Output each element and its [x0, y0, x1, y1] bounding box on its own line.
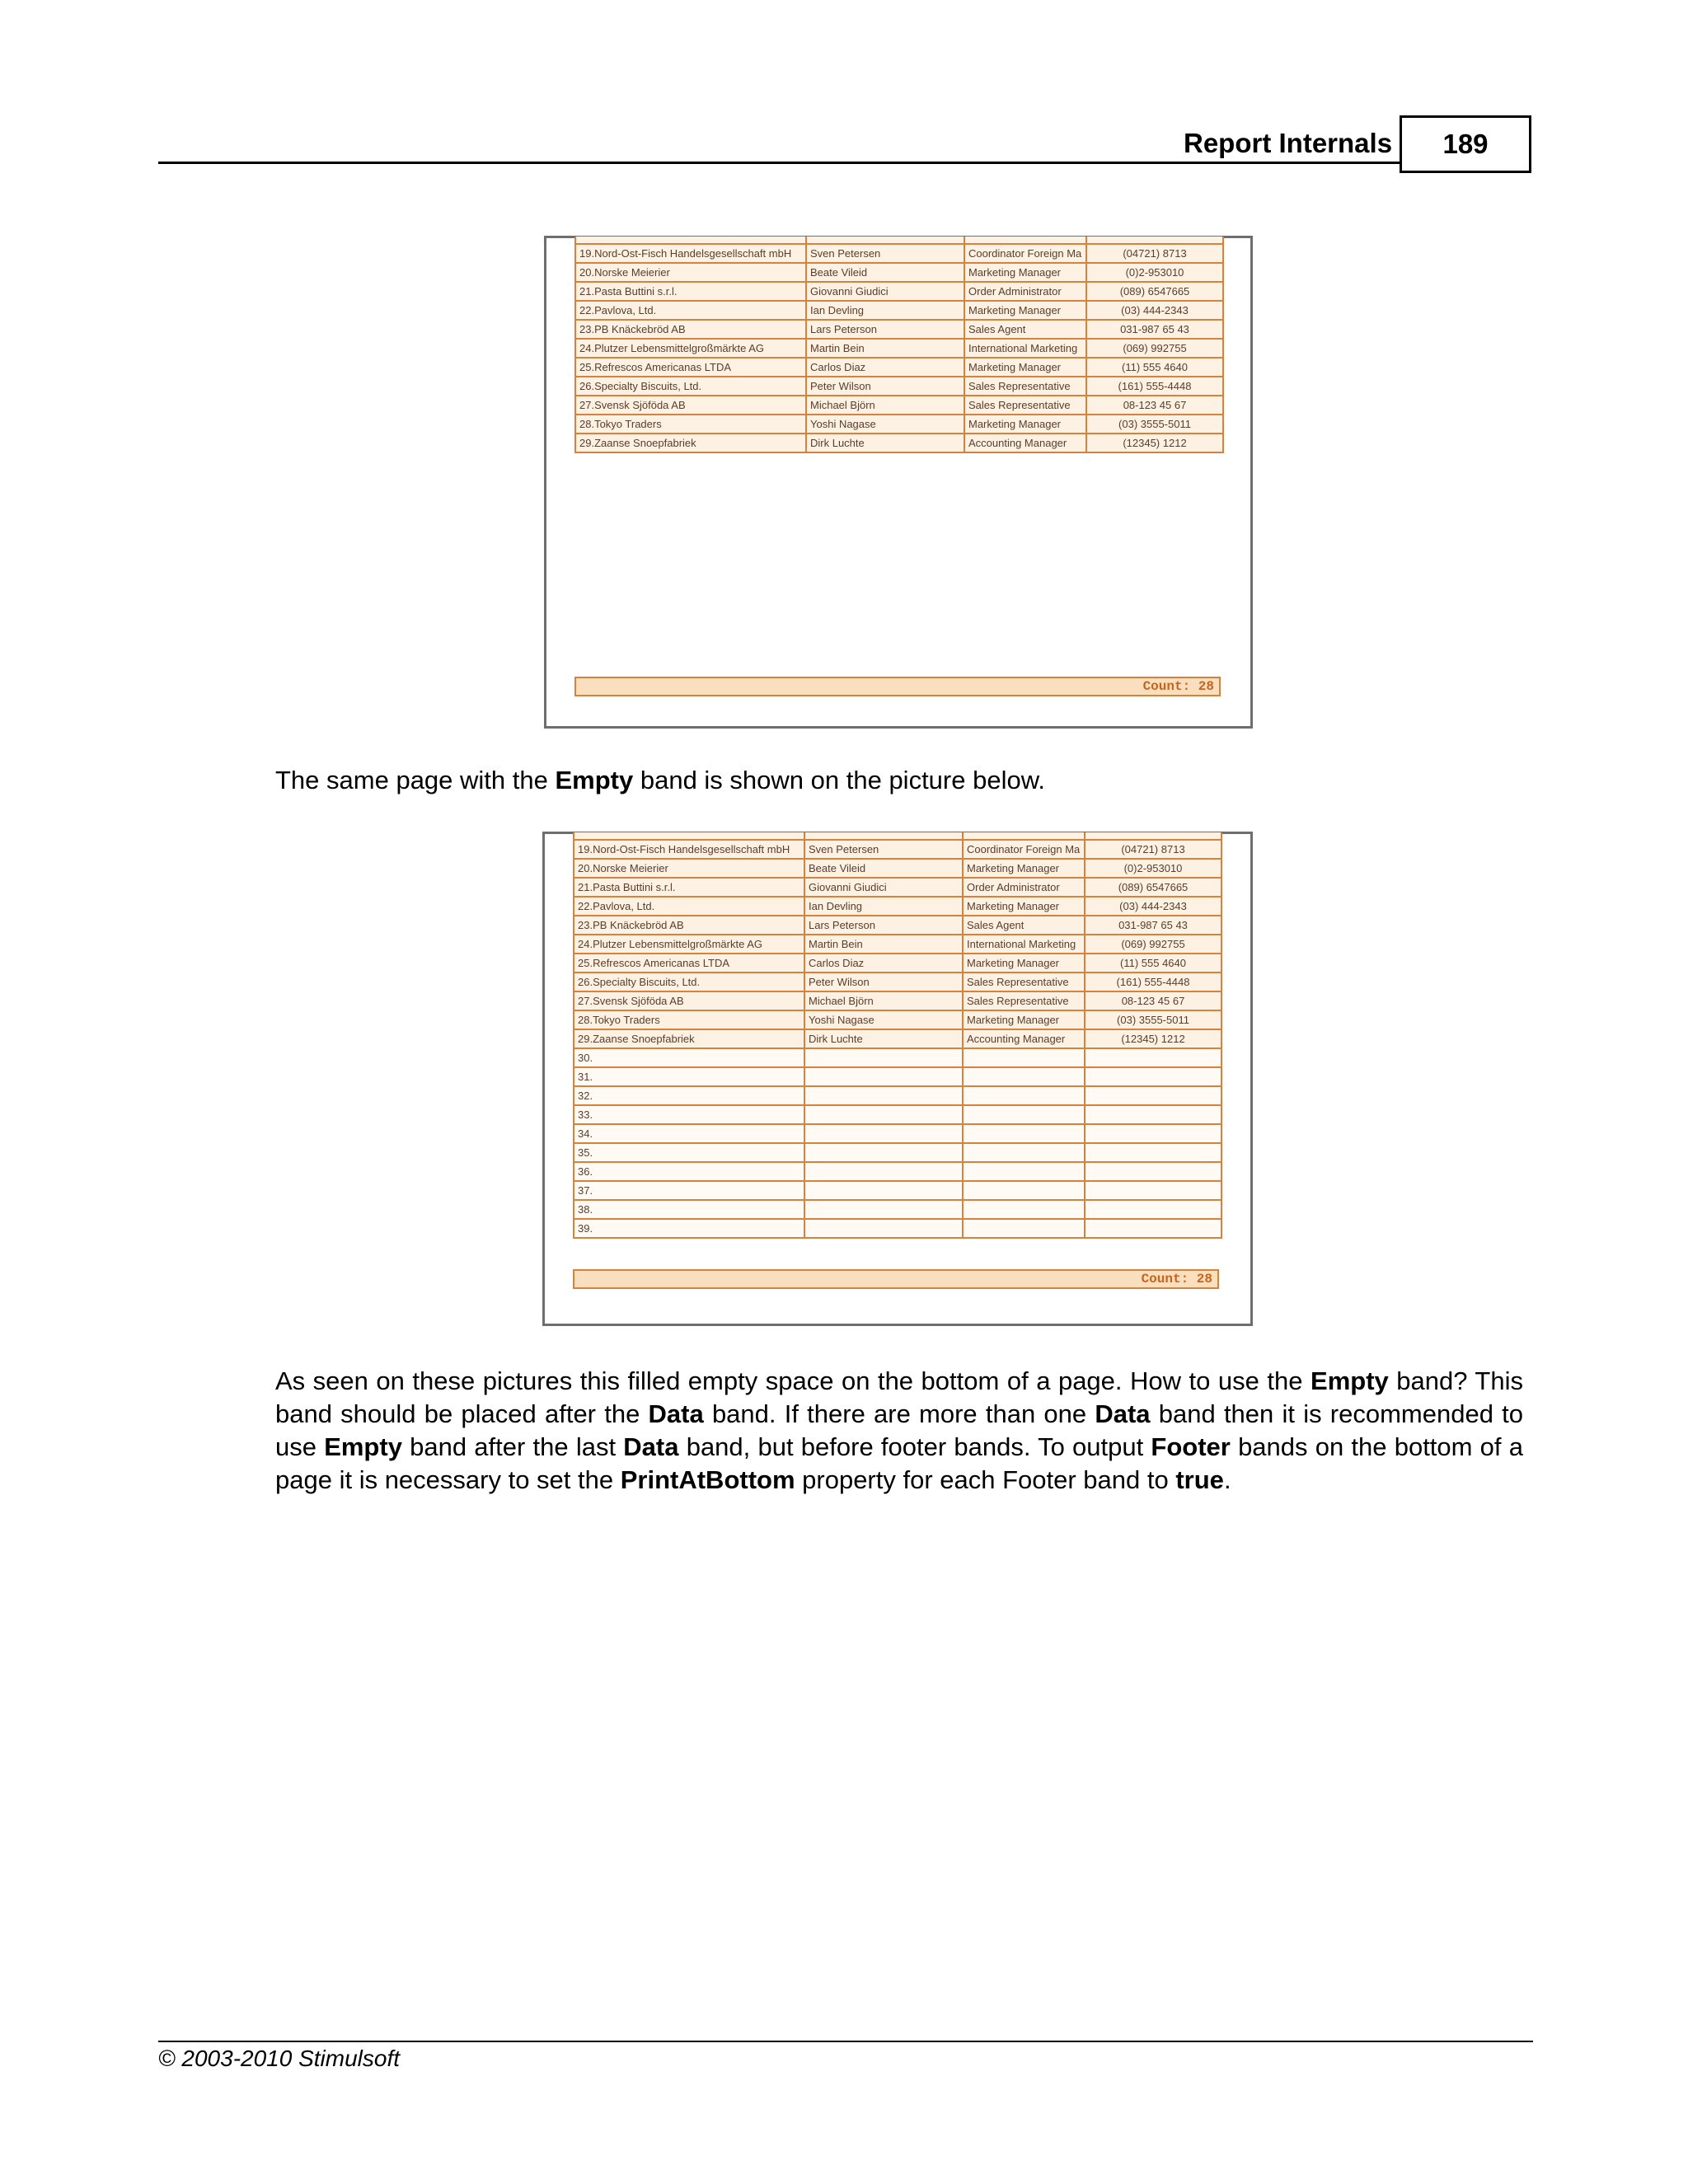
phone-cell: (161) 555-4448: [1086, 377, 1223, 396]
phone-cell: (03) 444-2343: [1085, 897, 1221, 916]
contact-cell: Beate Vileid: [804, 859, 963, 878]
table-row: [575, 396, 1223, 415]
table-row-stub: [574, 832, 1221, 840]
table-cell-stub: [575, 237, 806, 244]
bold-term: Empty: [1311, 1366, 1389, 1395]
table-row: [575, 339, 1223, 358]
bold-term: true: [1175, 1465, 1224, 1494]
table-cell-stub: [574, 832, 804, 840]
empty-cell: [804, 1048, 963, 1067]
paragraph-text: band then it is recommended to use: [275, 1399, 1524, 1461]
empty-cell: [963, 1124, 1085, 1143]
title-cell: Sales Agent: [963, 916, 1085, 935]
contact-cell: Sven Petersen: [804, 840, 963, 859]
table-row: [574, 1010, 1221, 1029]
phone-cell: 08-123 45 67: [1085, 991, 1221, 1010]
phone-cell: (089) 6547665: [1085, 878, 1221, 897]
bold-term: Empty: [324, 1432, 402, 1461]
empty-band-row: [574, 1067, 1221, 1086]
table-row: [575, 358, 1223, 377]
empty-row-number: 35.: [574, 1143, 804, 1162]
footer-rule: [158, 2041, 1533, 2042]
title-cell: International Marketing: [964, 339, 1086, 358]
table-row: [575, 434, 1223, 452]
table-row: [574, 840, 1221, 859]
count-footer-bar: [574, 677, 1221, 696]
title-cell: Order Administrator: [963, 878, 1085, 897]
title-cell: Marketing Manager: [963, 954, 1085, 972]
paragraph-text: band after the last: [401, 1432, 624, 1461]
empty-cell: [963, 1219, 1085, 1238]
report-screenshot-without-empty-band: [544, 236, 1253, 729]
empty-band-row: [574, 1105, 1221, 1124]
count-footer-bar: [573, 1269, 1219, 1289]
table-row: [574, 954, 1221, 972]
empty-cell: [804, 1086, 963, 1105]
phone-cell: (11) 555 4640: [1086, 358, 1223, 377]
company-cell: 28.Tokyo Traders: [575, 415, 806, 434]
company-cell: 19.Nord-Ost-Fisch Handelsgesellschaft mbH: [574, 840, 804, 859]
table-row: [574, 935, 1221, 954]
empty-cell: [963, 1181, 1085, 1200]
table-cell-stub: [1086, 237, 1223, 244]
empty-cell: [963, 1200, 1085, 1219]
phone-cell: (11) 555 4640: [1085, 954, 1221, 972]
company-cell: 20.Norske Meierier: [574, 859, 804, 878]
contact-cell: Peter Wilson: [806, 377, 964, 396]
title-cell: Marketing Manager: [963, 897, 1085, 916]
empty-cell: [804, 1219, 963, 1238]
paragraph-text: bands on the bottom of a page it is necessary to set the: [275, 1432, 1523, 1494]
empty-band-row: [574, 1181, 1221, 1200]
report-table: [573, 832, 1222, 1239]
company-cell: 27.Svensk Sjöföda AB: [575, 396, 806, 415]
table-row: [575, 282, 1223, 301]
contact-cell: Martin Bein: [804, 935, 963, 954]
table-cell-stub: [806, 237, 964, 244]
contact-cell: Carlos Diaz: [806, 358, 964, 377]
empty-band-row: [574, 1124, 1221, 1143]
title-cell: Coordinator Foreign Ma: [964, 244, 1086, 263]
table-row: [574, 972, 1221, 991]
bold-term: Data: [623, 1432, 679, 1461]
phone-cell: (161) 555-4448: [1085, 972, 1221, 991]
company-cell: 25.Refrescos Americanas LTDA: [574, 954, 804, 972]
empty-cell: [804, 1181, 963, 1200]
contact-cell: Yoshi Nagase: [806, 415, 964, 434]
phone-cell: (03) 444-2343: [1086, 301, 1223, 320]
empty-cell: [1085, 1124, 1221, 1143]
contact-cell: Michael Björn: [806, 396, 964, 415]
company-cell: 25.Refrescos Americanas LTDA: [575, 358, 806, 377]
empty-cell: [1085, 1200, 1221, 1219]
phone-cell: (069) 992755: [1085, 935, 1221, 954]
header-section-title: Report Internals: [1184, 128, 1393, 158]
caption-bold-empty: Empty: [555, 766, 634, 794]
empty-cell: [963, 1067, 1085, 1086]
company-cell: 20.Norske Meierier: [575, 263, 806, 282]
contact-cell: Ian Devling: [804, 897, 963, 916]
table-row: [574, 1029, 1221, 1048]
title-cell: Order Administrator: [964, 282, 1086, 301]
table-row: [574, 878, 1221, 897]
company-cell: 29.Zaanse Snoepfabriek: [575, 434, 806, 452]
title-cell: Marketing Manager: [964, 415, 1086, 434]
company-cell: 21.Pasta Buttini s.r.l.: [574, 878, 804, 897]
empty-band-row: [574, 1143, 1221, 1162]
contact-cell: Carlos Diaz: [804, 954, 963, 972]
contact-cell: Sven Petersen: [806, 244, 964, 263]
title-cell: Accounting Manager: [964, 434, 1086, 452]
phone-cell: (0)2-953010: [1085, 859, 1221, 878]
copyright: © 2003-2010 Stimulsoft: [158, 2046, 401, 2071]
contact-cell: Martin Bein: [806, 339, 964, 358]
paragraph-text: band. If there are more than one: [703, 1399, 1095, 1428]
table-cell-stub: [964, 237, 1086, 244]
table-cell-stub: [963, 832, 1085, 840]
company-cell: 22.Pavlova, Ltd.: [574, 897, 804, 916]
header-rule: [158, 162, 1400, 164]
empty-cell: [963, 1105, 1085, 1124]
empty-cell: [804, 1105, 963, 1124]
empty-cell: [963, 1143, 1085, 1162]
title-cell: Marketing Manager: [963, 1010, 1085, 1029]
phone-cell: (04721) 8713: [1085, 840, 1221, 859]
empty-cell: [804, 1162, 963, 1181]
caption-text-after: band is shown on the picture below.: [633, 766, 1046, 794]
caption-intro: [275, 764, 1523, 797]
contact-cell: Yoshi Nagase: [804, 1010, 963, 1029]
bold-term: Footer: [1151, 1432, 1231, 1461]
empty-row-number: 33.: [574, 1105, 804, 1124]
empty-cell: [1085, 1105, 1221, 1124]
empty-band-row: [574, 1048, 1221, 1067]
empty-cell: [1085, 1181, 1221, 1200]
table-row: [574, 859, 1221, 878]
paragraph-text: band, but before footer bands. To output: [678, 1432, 1151, 1461]
company-cell: 26.Specialty Biscuits, Ltd.: [575, 377, 806, 396]
report-table: [574, 237, 1224, 453]
paragraph-text: band? This band should be placed after the: [275, 1366, 1523, 1428]
empty-row-number: 37.: [574, 1181, 804, 1200]
table-cell-stub: [1085, 832, 1221, 840]
empty-row-number: 32.: [574, 1086, 804, 1105]
empty-row-number: 39.: [574, 1219, 804, 1238]
phone-cell: 031-987 65 43: [1085, 916, 1221, 935]
table-cell-stub: [804, 832, 963, 840]
empty-band-row: [574, 1200, 1221, 1219]
title-cell: Sales Representative: [963, 991, 1085, 1010]
contact-cell: Giovanni Giudici: [806, 282, 964, 301]
empty-cell: [1085, 1143, 1221, 1162]
empty-row-number: 38.: [574, 1200, 804, 1219]
table-row: [574, 897, 1221, 916]
contact-cell: Lars Peterson: [804, 916, 963, 935]
empty-cell: [1085, 1162, 1221, 1181]
contact-cell: Ian Devling: [806, 301, 964, 320]
empty-cell: [804, 1143, 963, 1162]
caption-text-before: The same page with the: [275, 766, 556, 794]
title-cell: Accounting Manager: [963, 1029, 1085, 1048]
table-row: [575, 320, 1223, 339]
phone-cell: (03) 3555-5011: [1086, 415, 1223, 434]
company-cell: 28.Tokyo Traders: [574, 1010, 804, 1029]
company-cell: 24.Plutzer Lebensmittelgroßmärkte AG: [575, 339, 806, 358]
title-cell: Marketing Manager: [963, 859, 1085, 878]
empty-row-number: 30.: [574, 1048, 804, 1067]
title-cell: Marketing Manager: [964, 301, 1086, 320]
empty-cell: [1085, 1067, 1221, 1086]
phone-cell: 08-123 45 67: [1086, 396, 1223, 415]
contact-cell: Dirk Luchte: [806, 434, 964, 452]
title-cell: International Marketing: [963, 935, 1085, 954]
contact-cell: Michael Björn: [804, 991, 963, 1010]
contact-cell: Beate Vileid: [806, 263, 964, 282]
paragraph-text: As seen on these pictures this filled empty space on the bottom of a page. How to use the: [275, 1366, 1311, 1395]
contact-cell: Dirk Luchte: [804, 1029, 963, 1048]
count-label: Count: 28: [1141, 1272, 1212, 1286]
title-cell: Sales Representative: [964, 377, 1086, 396]
company-cell: 23.PB Knäckebröd AB: [574, 916, 804, 935]
company-cell: 27.Svensk Sjöföda AB: [574, 991, 804, 1010]
body-paragraph: [275, 1365, 1523, 1497]
report-screenshot-with-empty-band: [542, 832, 1253, 1326]
bold-term: Data: [648, 1399, 704, 1428]
company-cell: 29.Zaanse Snoepfabriek: [574, 1029, 804, 1048]
table-row: [575, 301, 1223, 320]
table-row: [575, 263, 1223, 282]
phone-cell: (12345) 1212: [1085, 1029, 1221, 1048]
title-cell: Coordinator Foreign Ma: [963, 840, 1085, 859]
contact-cell: Peter Wilson: [804, 972, 963, 991]
table-row-stub: [575, 237, 1223, 244]
empty-cell: [963, 1048, 1085, 1067]
empty-cell: [1085, 1048, 1221, 1067]
table-row: [575, 377, 1223, 396]
empty-row-number: 36.: [574, 1162, 804, 1181]
bold-term: PrintAtBottom: [620, 1465, 795, 1494]
table-row: [574, 991, 1221, 1010]
empty-band-row: [574, 1219, 1221, 1238]
company-cell: 19.Nord-Ost-Fisch Handelsgesellschaft mbH: [575, 244, 806, 263]
empty-cell: [1085, 1086, 1221, 1105]
empty-cell: [963, 1086, 1085, 1105]
bold-term: Data: [1095, 1399, 1151, 1428]
table-row: [575, 244, 1223, 263]
empty-band-row: [574, 1162, 1221, 1181]
empty-row-number: 34.: [574, 1124, 804, 1143]
empty-band-row: [574, 1086, 1221, 1105]
phone-cell: (0)2-953010: [1086, 263, 1223, 282]
empty-cell: [1085, 1219, 1221, 1238]
company-cell: 24.Plutzer Lebensmittelgroßmärkte AG: [574, 935, 804, 954]
contact-cell: Lars Peterson: [806, 320, 964, 339]
phone-cell: (04721) 8713: [1086, 244, 1223, 263]
phone-cell: (089) 6547665: [1086, 282, 1223, 301]
count-label: Count: 28: [1142, 679, 1214, 694]
title-cell: Sales Agent: [964, 320, 1086, 339]
phone-cell: 031-987 65 43: [1086, 320, 1223, 339]
title-cell: Marketing Manager: [964, 358, 1086, 377]
phone-cell: (03) 3555-5011: [1085, 1010, 1221, 1029]
page-number: 189: [1400, 115, 1531, 173]
empty-cell: [804, 1067, 963, 1086]
empty-cell: [804, 1124, 963, 1143]
empty-cell: [804, 1200, 963, 1219]
empty-cell: [963, 1162, 1085, 1181]
company-cell: 26.Specialty Biscuits, Ltd.: [574, 972, 804, 991]
phone-cell: (069) 992755: [1086, 339, 1223, 358]
company-cell: 21.Pasta Buttini s.r.l.: [575, 282, 806, 301]
title-cell: Marketing Manager: [964, 263, 1086, 282]
company-cell: 22.Pavlova, Ltd.: [575, 301, 806, 320]
paragraph-text: property for each Footer band to: [795, 1465, 1176, 1494]
contact-cell: Giovanni Giudici: [804, 878, 963, 897]
company-cell: 23.PB Knäckebröd AB: [575, 320, 806, 339]
table-row: [574, 916, 1221, 935]
empty-row-number: 31.: [574, 1067, 804, 1086]
title-cell: Sales Representative: [964, 396, 1086, 415]
title-cell: Sales Representative: [963, 972, 1085, 991]
table-row: [575, 415, 1223, 434]
paragraph-text: .: [1223, 1465, 1231, 1494]
phone-cell: (12345) 1212: [1086, 434, 1223, 452]
